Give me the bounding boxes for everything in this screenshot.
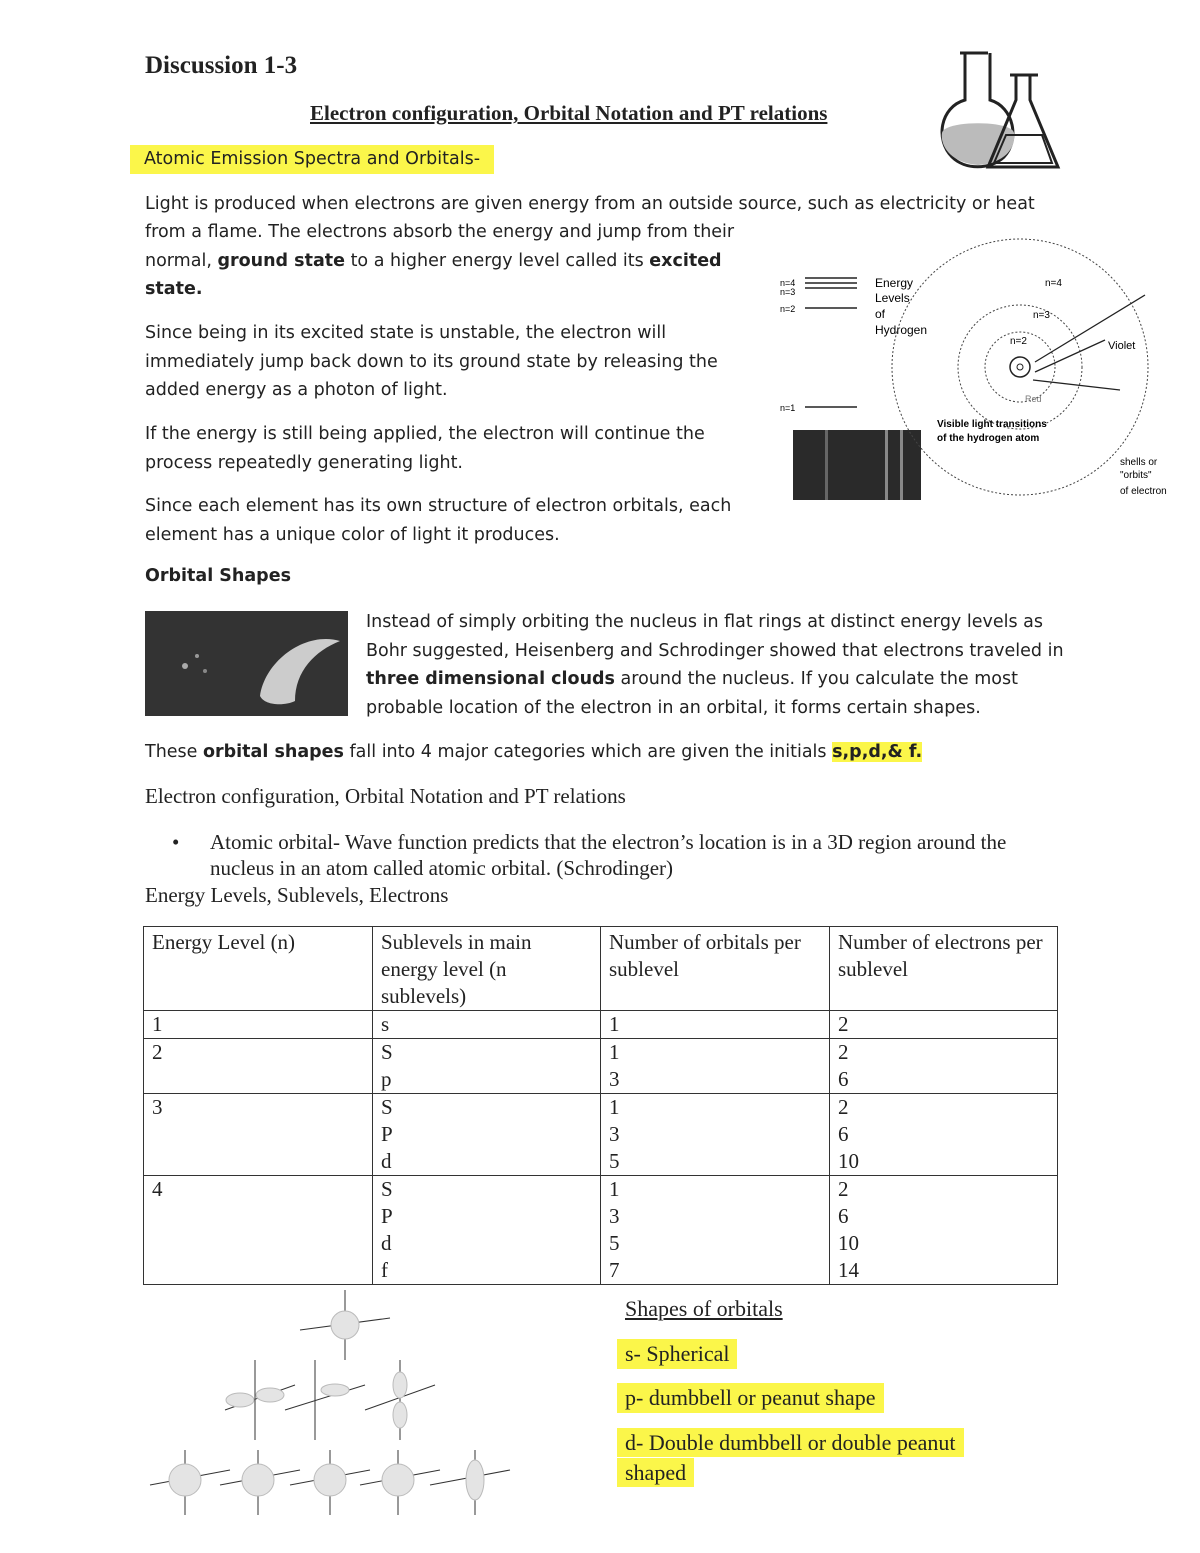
table-header: Energy Level (n)	[144, 927, 373, 1011]
flask-icon	[930, 45, 1070, 175]
paragraph-ground-state: from a flame. The electrons absorb the energy and jump from their normal, ground state to a higher energy level called its excited state.	[145, 222, 735, 299]
paragraph-repeat: If the energy is still being applied, the electron will continue the process repeatedly generating light.	[145, 424, 705, 473]
table-header: Number of orbitals per sublevel	[601, 927, 830, 1011]
caption-hydrogen: Hydrogen	[875, 323, 928, 337]
level-n1: n=1	[780, 403, 796, 413]
orbital-shapes-diagram	[140, 1290, 520, 1530]
shells-caption-3: of electron	[1120, 486, 1167, 497]
label-violet: Violet	[1108, 340, 1136, 352]
atomic-orbital-bullet: Atomic orbital- Wave function predicts that the electron’s location is in a 3D region around the nucleus in an atom called atomic orbital. (Schrodinger)	[210, 830, 1007, 880]
hydrogen-energy-diagram	[775, 230, 1195, 520]
electron-cloud-image	[145, 611, 348, 716]
level-n3: n=3	[780, 287, 796, 297]
transitions-caption-2: of the hydrogen atom	[937, 433, 1040, 444]
bullet-icon: •	[172, 830, 180, 854]
ring-n4: n=4	[1045, 278, 1062, 289]
paragraph-excited-state: Since being in its excited state is unstable, the electron will immediately jump back down to its ground state by releasing the added energy as a photon of light.	[145, 323, 718, 400]
shape-s-spherical: s- Spherical	[617, 1339, 737, 1369]
table-row: 3 S P d 1 3 5 2 6 10	[144, 1094, 1058, 1176]
paragraph-line: Light is produced when electrons are given energy from an outside source, such as electricity or heat	[145, 194, 1035, 214]
paragraph-unique-color: Since each element has its own structure of electron orbitals, each element has a unique color of light it produces.	[145, 496, 732, 545]
table-header: Sublevels in main energy level (n sublevels)	[373, 927, 601, 1011]
energy-levels-heading: Energy Levels, Sublevels, Electrons	[145, 883, 449, 907]
orbital-shapes-heading: Orbital Shapes	[145, 566, 291, 586]
energy-level-table	[143, 926, 1058, 1285]
shells-caption-1: shells or	[1120, 457, 1158, 468]
paragraph-3d-clouds: Instead of simply orbiting the nucleus in flat rings at distinct energy levels as Bohr suggested, Heisenberg and Schrodinger showed that electrons traveled in three dimensional clouds around the nucleus. If you calculate the most probable location of the electron in an orbital, it forms certain shapes.	[366, 612, 1064, 718]
table-header: Number of electrons per sublevel	[830, 927, 1058, 1011]
shapes-of-orbitals-heading: Shapes of orbitals	[625, 1296, 783, 1321]
paragraph-orbital-categories: These orbital shapes fall into 4 major categories which are given the initials s,p,d,& f.	[145, 742, 923, 762]
page-subtitle: Electron configuration, Orbital Notation and PT relations	[310, 101, 828, 125]
table-row: 1 s 1 2	[144, 1011, 1058, 1039]
caption-of: of	[875, 307, 886, 321]
shape-d-double-dumbbell: d- Double dumbbell or double peanut shaped	[617, 1428, 997, 1488]
electron-configuration-heading: Electron configuration, Orbital Notation and PT relations	[145, 784, 626, 808]
transitions-caption-1: Visible light transitions	[937, 419, 1047, 430]
ring-n3: n=3	[1033, 310, 1050, 321]
label-red: Red	[1025, 394, 1042, 404]
table-row: 2 S p 1 3 2 6	[144, 1039, 1058, 1094]
level-n2: n=2	[780, 304, 796, 314]
ring-n2: n=2	[1010, 336, 1027, 347]
level-n4: n=4	[780, 278, 796, 288]
shape-p-dumbbell: p- dumbbell or peanut shape	[617, 1383, 884, 1413]
section-heading: Atomic Emission Spectra and Orbitals-	[130, 145, 494, 174]
shells-caption-2: "orbits"	[1120, 470, 1152, 481]
page-title: Discussion 1-3	[145, 52, 298, 79]
caption-levels: Levels	[875, 291, 910, 305]
caption-energy: Energy	[875, 276, 914, 290]
table-row: 4 S P d f 1 3 5 7 2 6 10 14	[144, 1176, 1058, 1285]
